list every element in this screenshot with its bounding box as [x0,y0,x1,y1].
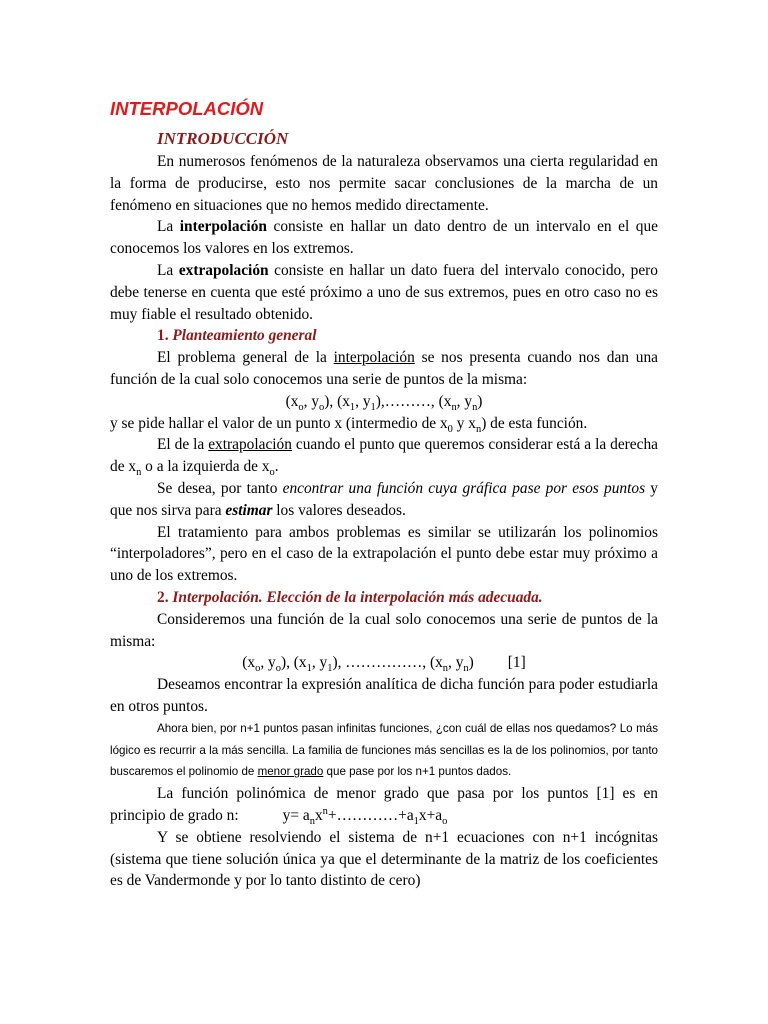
term-interpolacion: interpolación [179,218,267,236]
paragraph-simplest-function: Ahora bien, por n+1 puntos pasan infinitas funciones, ¿con cuál de ellas nos quedamos? Lo más lógico es recurrir a la más sencilla. La familia de funciones más sencillas es la de los polinomios, por tanto buscaremos el polinomio de menor grado que pase por los n+1 puntos dados. [110,721,658,779]
term-estimar: estimar [225,501,273,519]
paragraph-interpolation-definition: La interpolación consiste en hallar un dato dentro de un intervalo en el que conocemos los valores en los extremos. [110,218,658,258]
section-heading-1: 1. Planteamiento general [157,327,317,345]
polynomial-formula: $y= a_nx^n+\dots\dots\dots\dots+a_1x+a_o$ [282,805,448,827]
points-list-1: ($x_o$, $y_o$), ($x_1$, $y_1),\dots\dots\dots$, ($x_n$, $y_n$) [285,392,483,413]
term-menor-grado: menor grado [257,765,324,779]
term-interpolacion-underlined: interpolación [333,349,415,367]
document-title: INTERPOLACIÓN [110,98,264,119]
paragraph-extrapolation-definition: La extrapolación consiste en hallar un dato fuera del intervalo conocido, pero debe tenerse en cuenta que esté próximo a uno de sus extremos, pues en otro caso no es muy fiable el resultado obtenido. [110,261,658,323]
paragraph-treatment: El tratamiento para ambos problemas es similar se utilizarán los polinomios “interpoladores”, pero en el caso de la extrapolación el punto debe estar muy próximo a uno de los extremos. [110,523,658,585]
intro-heading: INTRODUCCIÓN [157,129,289,148]
paragraph-extrapolation-case: El de la extrapolación cuando el punto que queremos considerar está a la derecha de $x_n$ o a la izquierda de $x_o$. [110,436,658,479]
document-body [110,127,658,892]
paragraph-general-problem: El problema general de la interpolación se nos presenta cuando nos dan una función de la cual solo conocemos una serie de puntos de la misma: [110,349,658,388]
paragraph-polynomial: La función polinómica de menor grado que pasa por los puntos [1] es en principio de grado n: $y= a_nx^n+\dots\dots\dots\dots+a_1x+a_o$ [110,785,658,827]
paragraph-goal: Se desea, por tanto encontrar una función cuya gráfica pase por esos puntos y que nos sirva para estimar los valores deseados. [110,479,658,519]
points-list-2: ($x_o$, $y_o$), ($x_1$, $y_1$), ……………, ($x_n$, $y_n$) [1] [242,654,526,675]
term-extrapolacion: extrapolación [178,261,269,279]
term-extrapolacion-underlined: extrapolación [208,436,292,454]
paragraph-find-expression: Deseamos encontrar la expresión analítica de dicha función para poder estudiarla en otros puntos. [110,676,658,715]
paragraph-system: Y se obtiene resolviendo el sistema de n+1 ecuaciones con n+1 incógnitas (sistema que tiene solución única ya que el determinante de la matriz de los coeficientes es de Vandermonde y por lo tanto distinto de cero) [110,828,658,890]
section-heading-2: 2. Interpolación. Elección de la interpolación más adecuada. [157,588,543,606]
equation-ref: [1] [507,654,526,672]
paragraph-consider: Consideremos una función de la cual solo conocemos una serie de puntos de la misma: [110,610,658,650]
paragraph-intro: En numerosos fenómenos de la naturaleza observamos una cierta regularidad en la forma de producirse, esto nos permite sacar conclusiones de la marcha de un fenómeno en situaciones que no hemos medido directamente. [110,153,658,214]
paragraph-point-value: y se pide hallar el valor de un punto x (intermedio de $x_0$ y $x_n$) de esta función. [110,414,588,435]
